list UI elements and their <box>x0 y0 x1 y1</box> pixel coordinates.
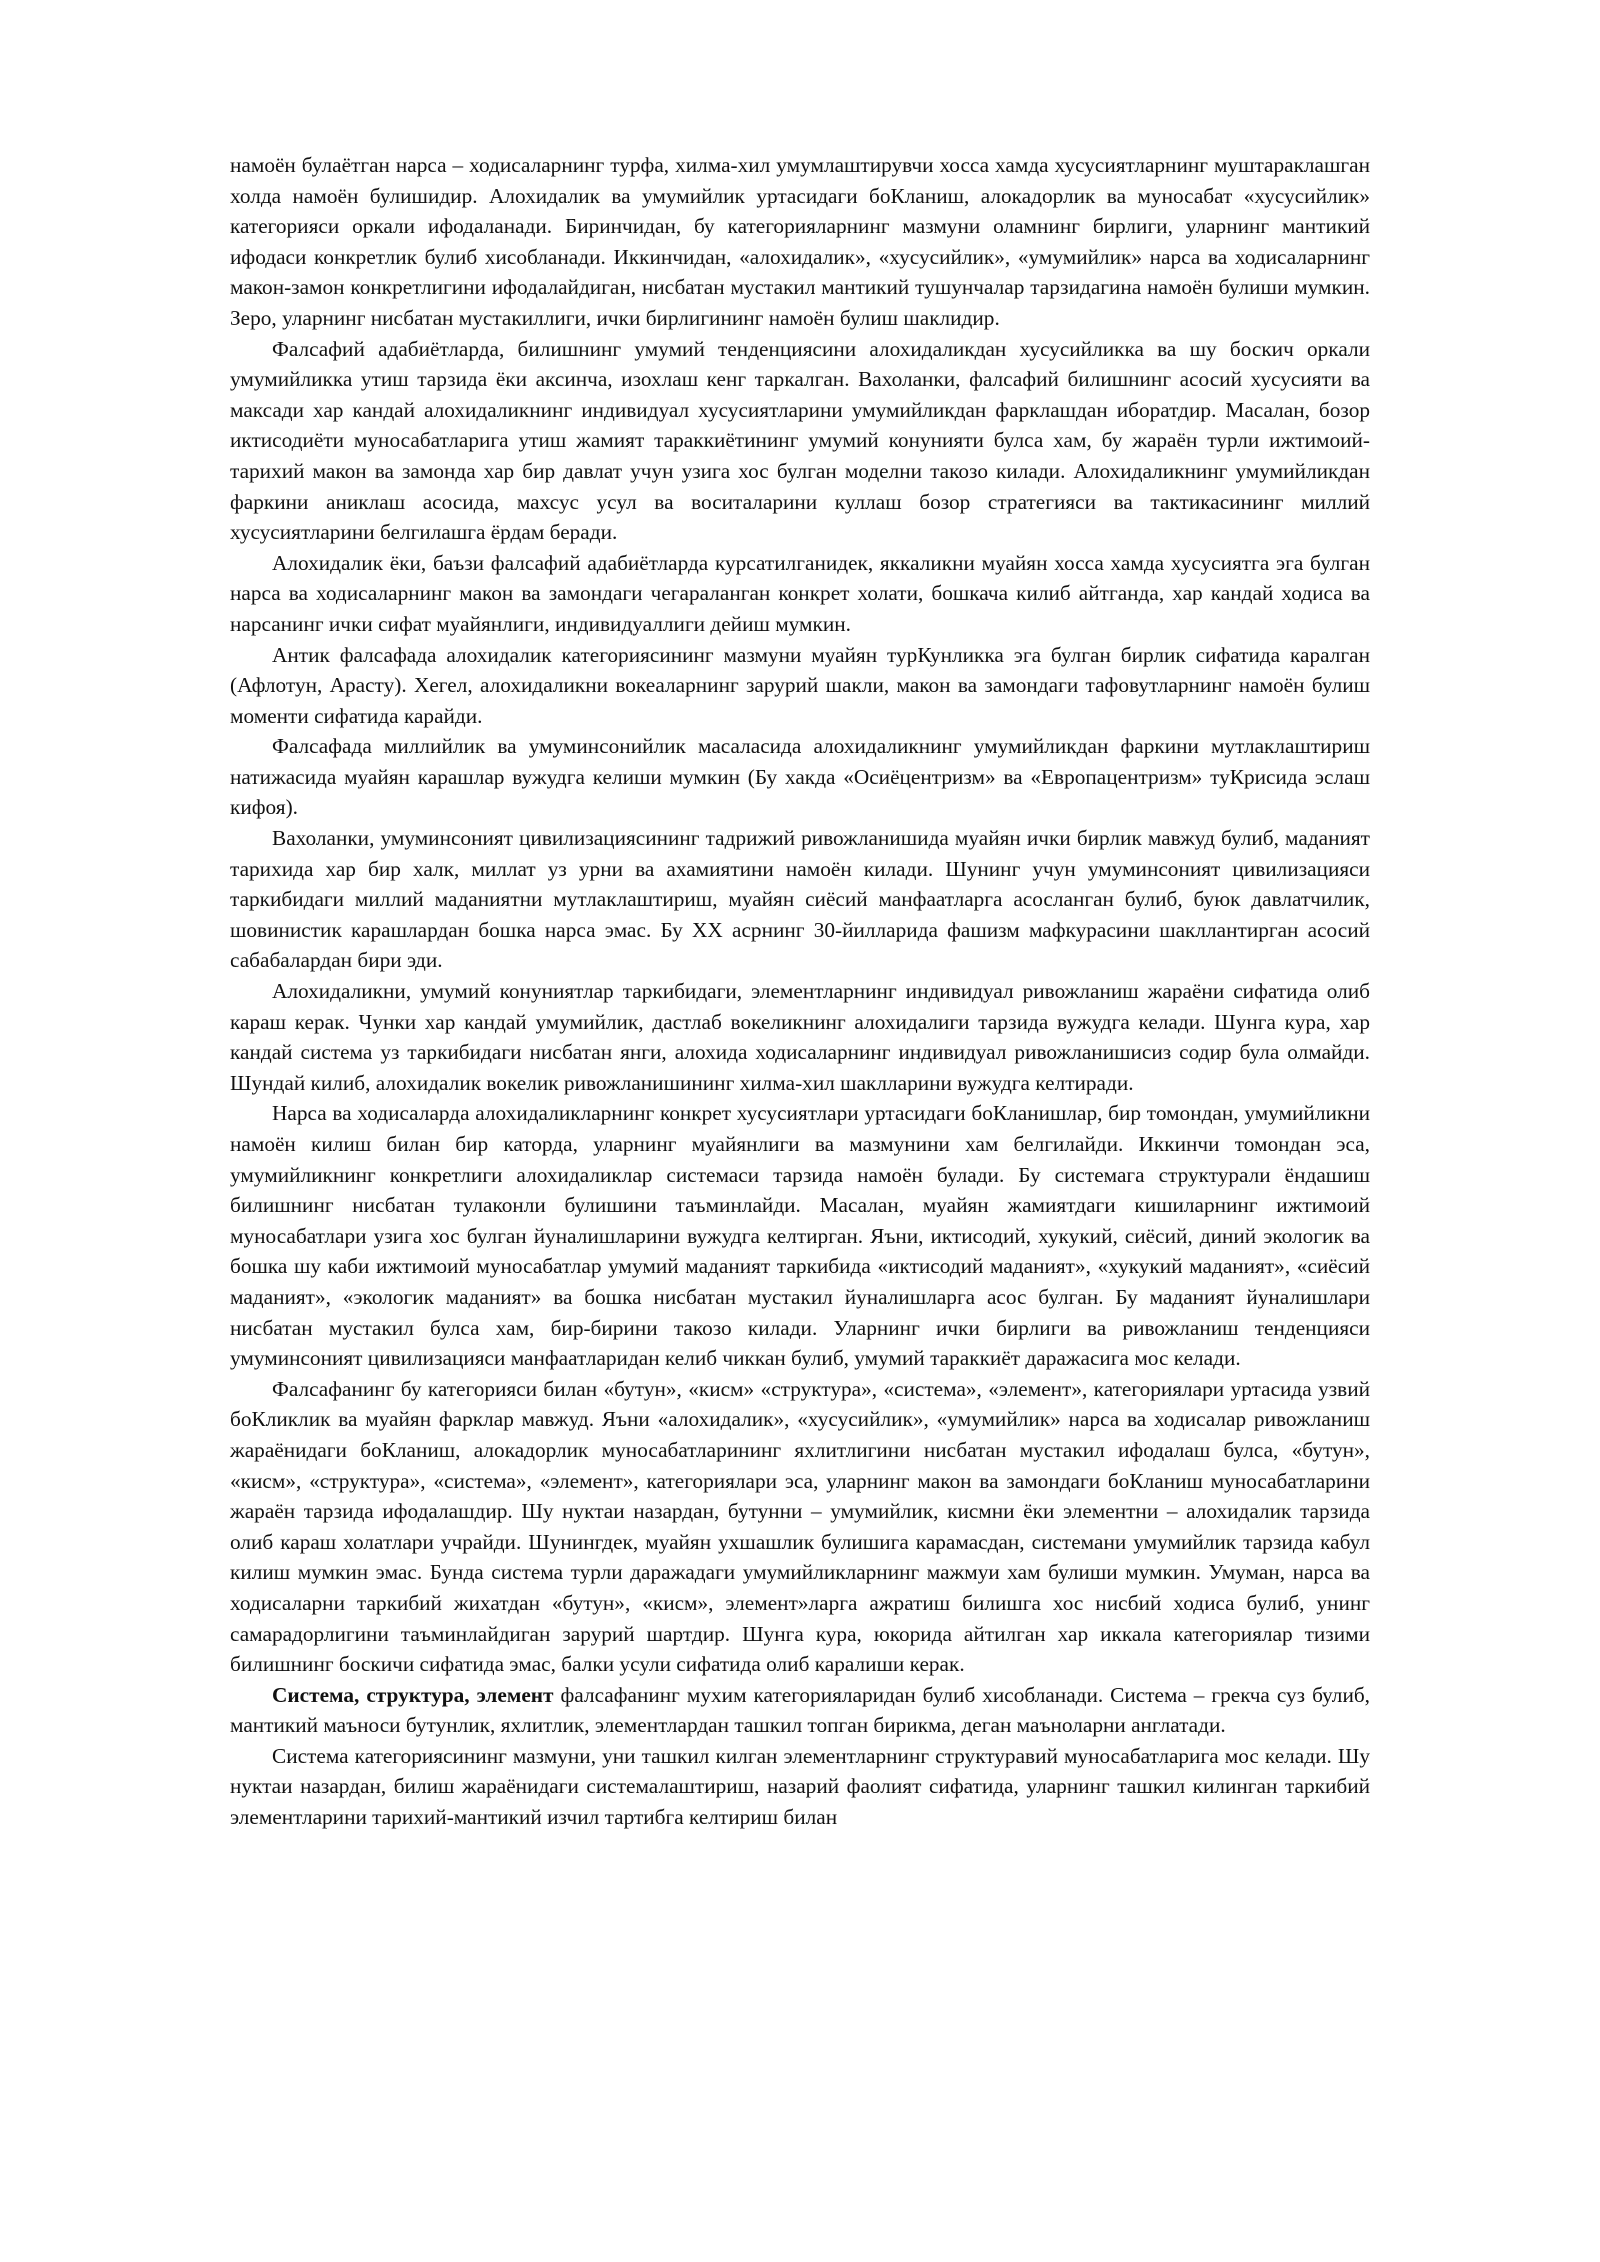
document-page <box>230 150 1370 1833</box>
paragraph-6: Вахоланки, умуминсоният цивилизациясининг тадрижий ривожланишида муайян ички бирлик мавжуд булиб, маданият тарихида хар бир халк, миллат уз урни ва ахамиятини намоён килади. Шунинг учун умуминсоният цивилизацияси таркибидаги миллий маданиятни мутлаклаштириш, муайян сиёсий манфаатларга асосланган булиб, буюк давлатчилик, шовинистик карашлардан бошка нарса эмас. Бу ХХ асрнинг 30-йилларида фашизм мафкурасини шакллантирган асосий сабабалардан бири эди. <box>230 826 1370 973</box>
paragraph-3: Алохидалик ёки, баъзи фалсафий адабиётларда курсатилганидек, яккаликни муайян хосса хамда хусусиятга эга булган нарса ва ходисаларнинг макон ва замондаги чегараланган конкрет холати, бошкача килиб айтганда, хар кандай ходиса ва нарсанинг ички сифат муайянлиги, индивидуаллиги дейиш мумкин. <box>230 550 1370 636</box>
paragraph-8: Нарса ва ходисаларда алохидаликларнинг конкрет хусусиятлари уртасидаги боКланишлар, бир томондан, умумийликни намоён килиш билан бир каторда, уларнинг муайянлиги ва мазмунини хам белгилайди. Иккинчи томондан эса, умумийликнинг конкретлиги алохидаликлар системаси тарзида намоён булади. Бу системага структурали ёндашиш билишнинг нисбатан тулаконли булишини таъминлайди. Масалан, муайян жамиятдаги кишиларнинг ижтимоий муносабатлари узига хос булган йуналишларини вужудга келтирган. Яъни, иктисодий, хукукий, сиёсий, диний экологик ва бошка шу каби ижтимоий муносабатлар умумий маданият таркибида «иктисодий маданият», «хукукий маданият», «сиёсий маданият», «экологик маданият» ва бошка нисбатан мустакил йуналишларга асос булган. Бу маданият йуналишлари нисбатан мустакил булса хам, бир-бирини такозо килади. Уларнинг ички бирлиги ва ривожланиш тенденцияси умуминсоният цивилизацияси манфаатларидан келиб чиккан булиб, умумий тараккиёт даражасига мос келади. <box>230 1101 1370 1371</box>
paragraph-1: намоён булаётган нарса – ходисаларнинг турфа, хилма-хил умумлаштирувчи хосса хамда хусусиятларнинг муштараклашган холда намоён булишидир. Алохидалик ва умумийлик уртасидаги боКланиш, алокадорлик ва муносабат «хусусийлик» категорияси оркали ифодаланади. Биринчидан, бу категорияларнинг мазмуни оламнинг бирлиги, уларнинг мантикий ифодаси конкретлик булиб хисобланади. Иккинчидан, «алохидалик», «хусусийлик», «умумийлик» нарса ва ходисаларнинг макон-замон конкретлигини ифодалайдиган, нисбатан мустакил мантикий тушунчалар тарзидагина намоён булиши мумкин. Зеро, уларнинг нисбатан мустакиллиги, ички бирлигининг намоён булиш шаклидир. <box>230 153 1370 330</box>
paragraph-7: Алохидаликни, умумий конуниятлар таркибидаги, элементларнинг индивидуал ривожланиш жараёни сифатида олиб караш керак. Чунки хар кандай умумийлик, дастлаб вокеликнинг алохидалиги тарзида вужудга келади. Шунга кура, хар кандай система уз таркибидаги нисбатан янги, алохида ходисаларнинг индивидуал ривожланишисиз содир була олмайди. Шундай килиб, алохидалик вокелик ривожланишининг хилма-хил шаклларини вужудга келтиради. <box>230 979 1370 1095</box>
paragraph-11: Система категориясининг мазмуни, уни ташкил килган элементларнинг структуравий муносабатларига мос келади. Шу нуктаи назардан, билиш жараёнидаги системалаштириш, назарий фаолият сифатида, уларнинг ташкил килинган таркибий элементларини тарихий-мантикий изчил тартибга келтириш билан <box>230 1743 1370 1830</box>
paragraph-5: Фалсафада миллийлик ва умуминсонийлик масаласида алохидаликнинг умумийликдан фаркини мутлаклаштириш натижасида муайян карашлар вужудга келиши мумкин (Бу хакда «Осиёцентризм» ва «Европацентризм» туКрисида эслаш кифоя). <box>230 734 1370 820</box>
paragraph-9: Фалсафанинг бу категорияси билан «бутун», «кисм» «структура», «система», «элемент», категориялари уртасида узвий боКликлик ва муайян фарклар мавжуд. Яъни «алохидалик», «хусусийлик», «умумийлик» нарса ва ходисалар ривожланиш жараёнидаги боКланиш, алокадорлик муносабатларининг яхлитлигини нисбатан мустакил ифодалаш булса, «бутун», «кисм», «структура», «система», «элемент», категориялари эса, уларнинг макон ва замондаги боКланиш муносабатларини жараён тарзида ифодалашдир. Шу нуктаи назардан, бутунни – умумийлик, кисмни ёки элементни – алохидалик тарзида олиб караш холатлари учрайди. Шунингдек, муайян ухшашлик булишига карамасдан, системани умумийлик тарзида кабул килиш мумкин эмас. Бунда система турли даражадаги умумийликларнинг мажмуи хам булиши мумкин. Умуман, нарса ва ходисаларни таркибий жихатдан «бутун», «кисм», элемент»ларга ажратиш билишга хос нисбий ходиса булиб, унинг самарадорлигини таъминлайдиган зарурий шартдир. Шунга кура, юкорида айтилган хар иккала категориялар тизими билишнинг боскичи сифатида эмас, балки усули сифатида олиб каралиши керак. <box>230 1376 1370 1677</box>
bold-term: Система, структура, элемент <box>272 1682 554 1707</box>
paragraph-10 <box>230 1680 1370 1741</box>
paragraph-2: Фалсафий адабиётларда, билишнинг умумий тенденциясини алохидаликдан хусусийликка ва шу боскич оркали умумийликка утиш тарзида ёки аксинча, изохлаш кенг таркалган. Вахоланки, фалсафий билишнинг асосий хусусияти ва максади хар кандай алохидаликнинг индивидуал хусусиятларини умумийликдан фарклашдан иборатдир. Масалан, бозор иктисодиёти муносабатларига утиш жамият тараккиётининг умумий конунияти булса хам, бу жараён турли ижтимоий-тарихий макон ва замонда хар бир давлат учун узига хос булган моделни такозо килади. Алохидаликнинг умумийликдан фаркини аниклаш асосида, махсус усул ва воситаларини куллаш бозор стратегияси ва тактикасининг миллий хусусиятларини белгилашга ёрдам беради. <box>230 336 1370 545</box>
paragraph-4: Антик фалсафада алохидалик категориясининг мазмуни муайян турКунликка эга булган бирлик сифатида каралган (Афлотун, Арасту). Хегел, алохидаликни вокеаларнинг зарурий шакли, макон ва замондаги тафовутларнинг намоён булиш моменти сифатида карайди. <box>230 642 1370 728</box>
paragraph-10-text: фалсафанинг мухим категорияларидан булиб хисобланади. Система – грекча суз булиб, мантикий маъноси бутунлик, яхлитлик, элементлардан ташкил топган бирикма, деган маъноларни англатади. <box>230 1682 1370 1738</box>
